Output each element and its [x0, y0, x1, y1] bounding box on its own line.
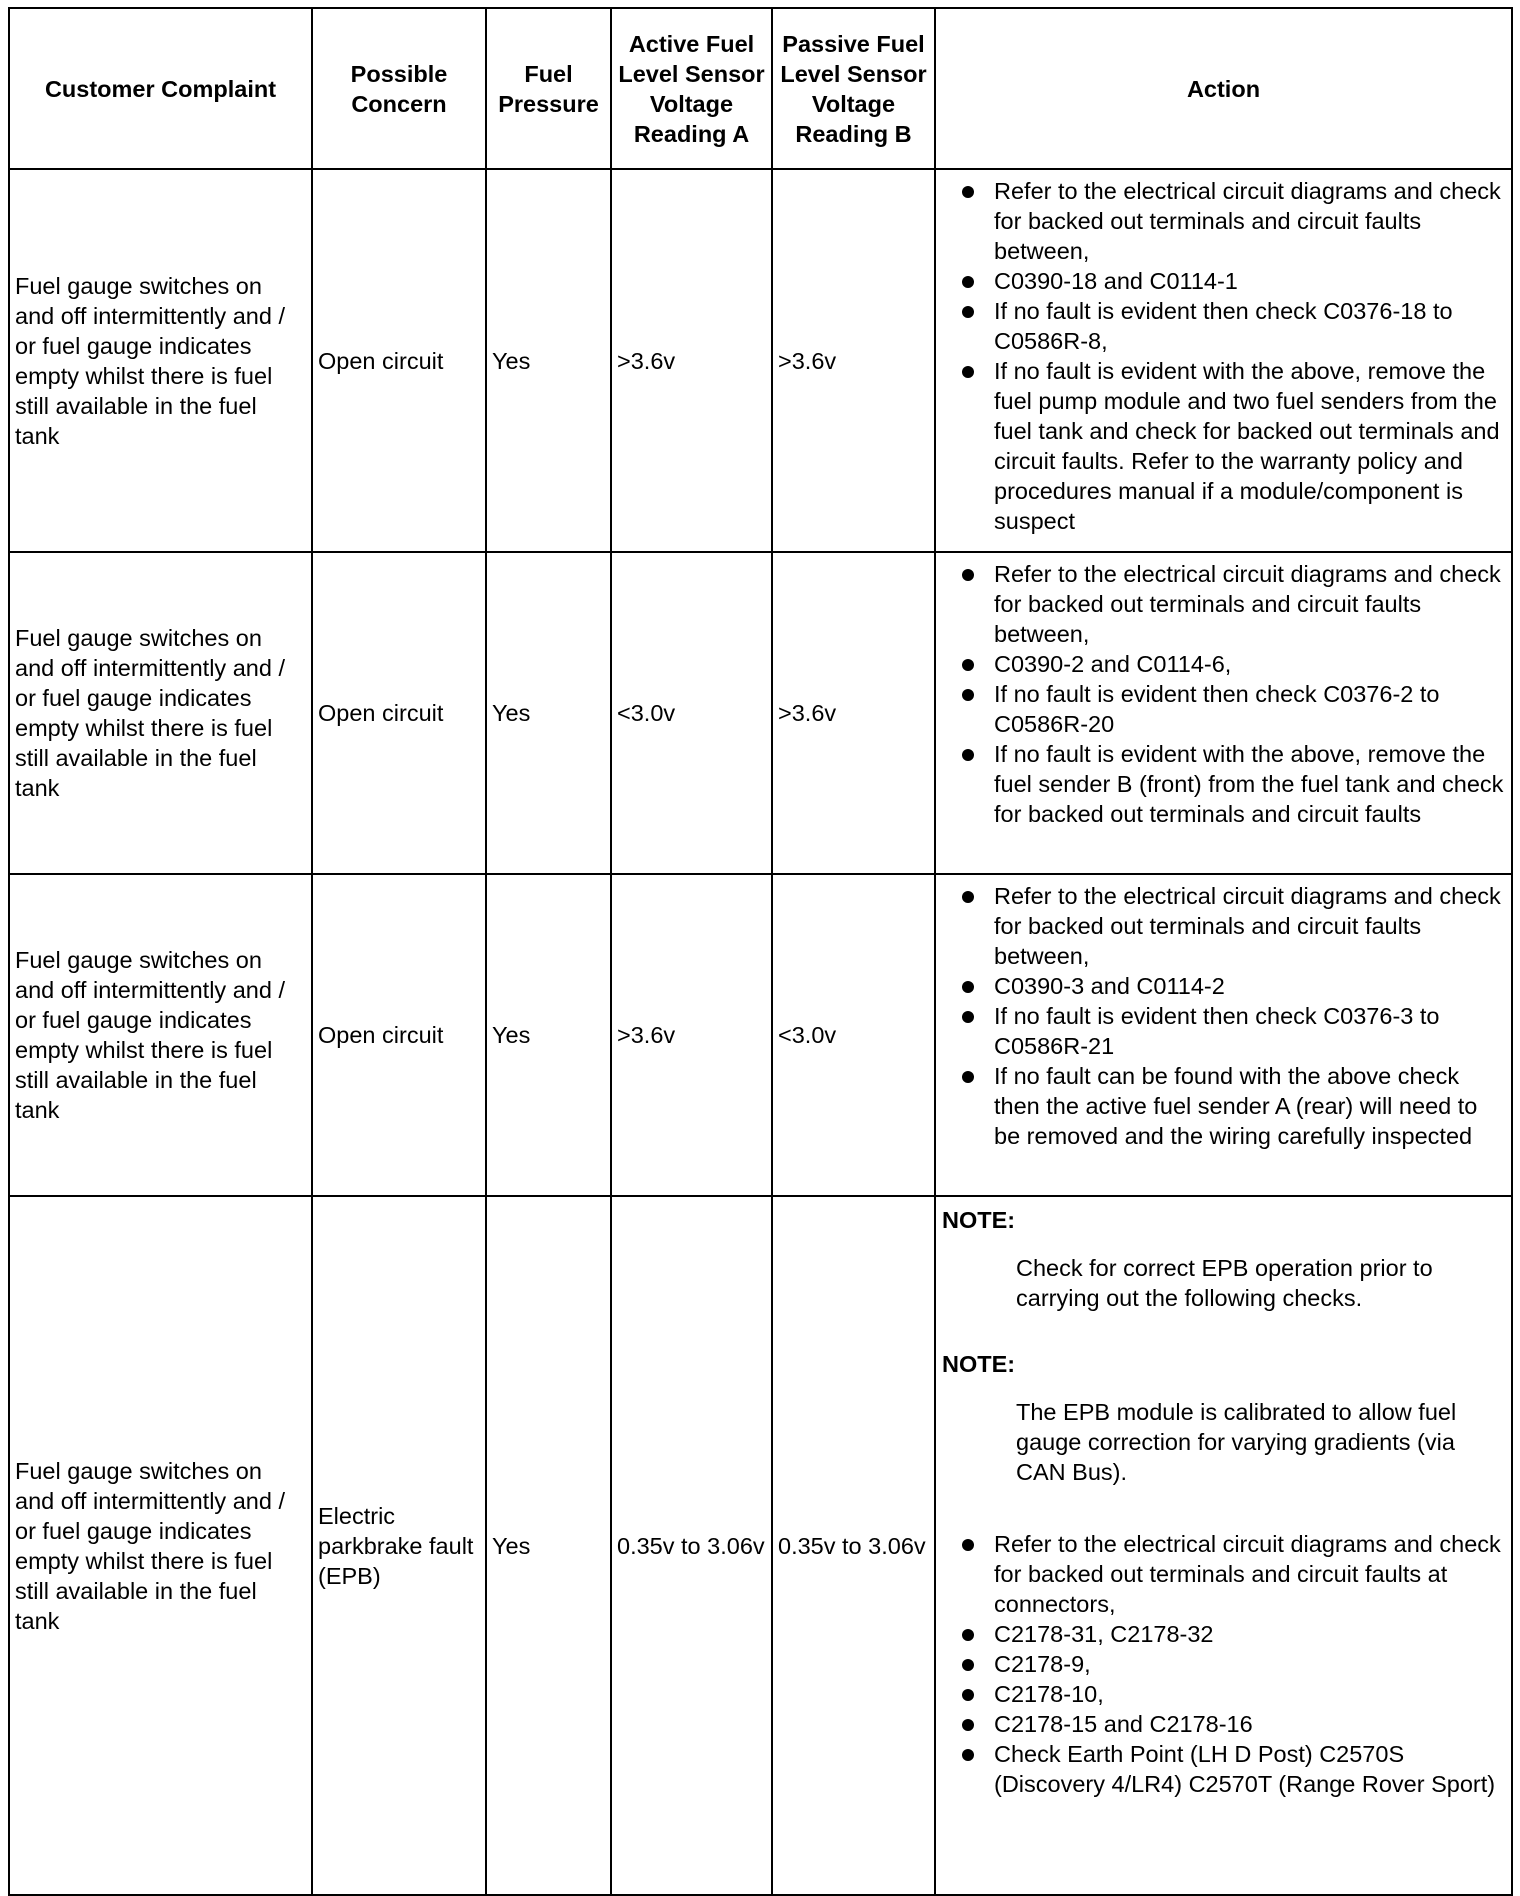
pressure-cell: Yes [486, 552, 611, 874]
action-item: Refer to the electrical circuit diagrams and check for backed out terminals and circuit faults between, [942, 176, 1509, 266]
action-item: If no fault is evident with the above, remove the fuel sender B (front) from the fuel tank and check for backed out terminals and circuit faults [942, 739, 1509, 829]
action-list [942, 559, 1509, 829]
diagnostic-table-page [8, 7, 1511, 1896]
reading-a-cell: >3.6v [611, 169, 772, 552]
action-item: Refer to the electrical circuit diagrams and check for backed out terminals and circuit faults between, [942, 559, 1509, 649]
reading-a-cell: <3.0v [611, 552, 772, 874]
action-item: C2178-31, C2178-32 [942, 1619, 1509, 1649]
header-action: Action [935, 8, 1512, 169]
action-item: C0390-3 and C0114-2 [942, 971, 1509, 1001]
table-row [9, 169, 1512, 552]
reading-a-cell: 0.35v to 3.06v [611, 1196, 772, 1895]
pressure-cell: Yes [486, 874, 611, 1196]
complaint-cell: Fuel gauge switches on and off intermittently and / or fuel gauge indicates empty whilst there is fuel still available in the fuel tank [9, 169, 312, 552]
complaint-cell: Fuel gauge switches on and off intermittently and / or fuel gauge indicates empty whilst there is fuel still available in the fuel tank [9, 874, 312, 1196]
action-item: If no fault is evident then check C0376-2 to C0586R-20 [942, 679, 1509, 739]
action-item: C2178-9, [942, 1649, 1509, 1679]
concern-cell: Open circuit [312, 874, 486, 1196]
header-active-sensor-reading-a: Active Fuel Level Sensor Voltage Reading A [611, 8, 772, 169]
complaint-cell: Fuel gauge switches on and off intermittently and / or fuel gauge indicates empty whilst there is fuel still available in the fuel tank [9, 552, 312, 874]
table-row [9, 552, 1512, 874]
reading-b-cell: >3.6v [772, 169, 935, 552]
concern-cell: Electric parkbrake fault (EPB) [312, 1196, 486, 1895]
reading-a-cell: >3.6v [611, 874, 772, 1196]
action-list [942, 881, 1509, 1151]
action-cell [935, 169, 1512, 552]
action-item: C2178-15 and C2178-16 [942, 1709, 1509, 1739]
action-item: If no fault can be found with the above check then the active fuel sender A (rear) will need to be removed and the wiring carefully inspected [942, 1061, 1509, 1151]
action-item: If no fault is evident with the above, remove the fuel pump module and two fuel senders from the fuel tank and check for backed out terminals and circuit faults. Refer to the warranty policy and procedures manual if a module/component is suspect [942, 356, 1509, 536]
reading-b-cell: 0.35v to 3.06v [772, 1196, 935, 1895]
diagnostic-table [8, 7, 1513, 1896]
action-item: Refer to the electrical circuit diagrams and check for backed out terminals and circuit faults between, [942, 881, 1509, 971]
concern-cell: Open circuit [312, 552, 486, 874]
action-item: C0390-18 and C0114-1 [942, 266, 1509, 296]
note-text: Check for correct EPB operation prior to carrying out the following checks. [1016, 1255, 1433, 1311]
action-list [942, 176, 1509, 536]
action-cell [935, 1196, 1512, 1895]
header-passive-sensor-reading-b: Passive Fuel Level Sensor Voltage Reading B [772, 8, 935, 169]
header-customer-complaint: Customer Complaint [9, 8, 312, 169]
concern-cell: Open circuit [312, 169, 486, 552]
note-label: NOTE: [942, 1351, 1016, 1377]
reading-b-cell: <3.0v [772, 874, 935, 1196]
pressure-cell: Yes [486, 169, 611, 552]
action-item: C2178-10, [942, 1679, 1509, 1709]
action-item: C0390-2 and C0114-6, [942, 649, 1509, 679]
table-header-row [9, 8, 1512, 169]
action-item: If no fault is evident then check C0376-3 to C0586R-21 [942, 1001, 1509, 1061]
pressure-cell: Yes [486, 1196, 611, 1895]
note-text: The EPB module is calibrated to allow fuel gauge correction for varying gradients (via CAN Bus). [1016, 1399, 1457, 1485]
action-item: Refer to the electrical circuit diagrams and check for backed out terminals and circuit faults at connectors, [942, 1529, 1509, 1619]
table-row [9, 874, 1512, 1196]
action-item: If no fault is evident then check C0376-18 to C0586R-8, [942, 296, 1509, 356]
note-label: NOTE: [942, 1207, 1016, 1233]
header-possible-concern: Possible Concern [312, 8, 486, 169]
complaint-cell: Fuel gauge switches on and off intermittently and / or fuel gauge indicates empty whilst there is fuel still available in the fuel tank [9, 1196, 312, 1895]
action-cell [935, 874, 1512, 1196]
action-cell [935, 552, 1512, 874]
action-item: Check Earth Point (LH D Post) C2570S (Discovery 4/LR4) C2570T (Range Rover Sport) [942, 1739, 1509, 1799]
header-fuel-pressure: Fuel Pressure [486, 8, 611, 169]
table-row [9, 1196, 1512, 1895]
reading-b-cell: >3.6v [772, 552, 935, 874]
action-list [942, 1529, 1509, 1799]
